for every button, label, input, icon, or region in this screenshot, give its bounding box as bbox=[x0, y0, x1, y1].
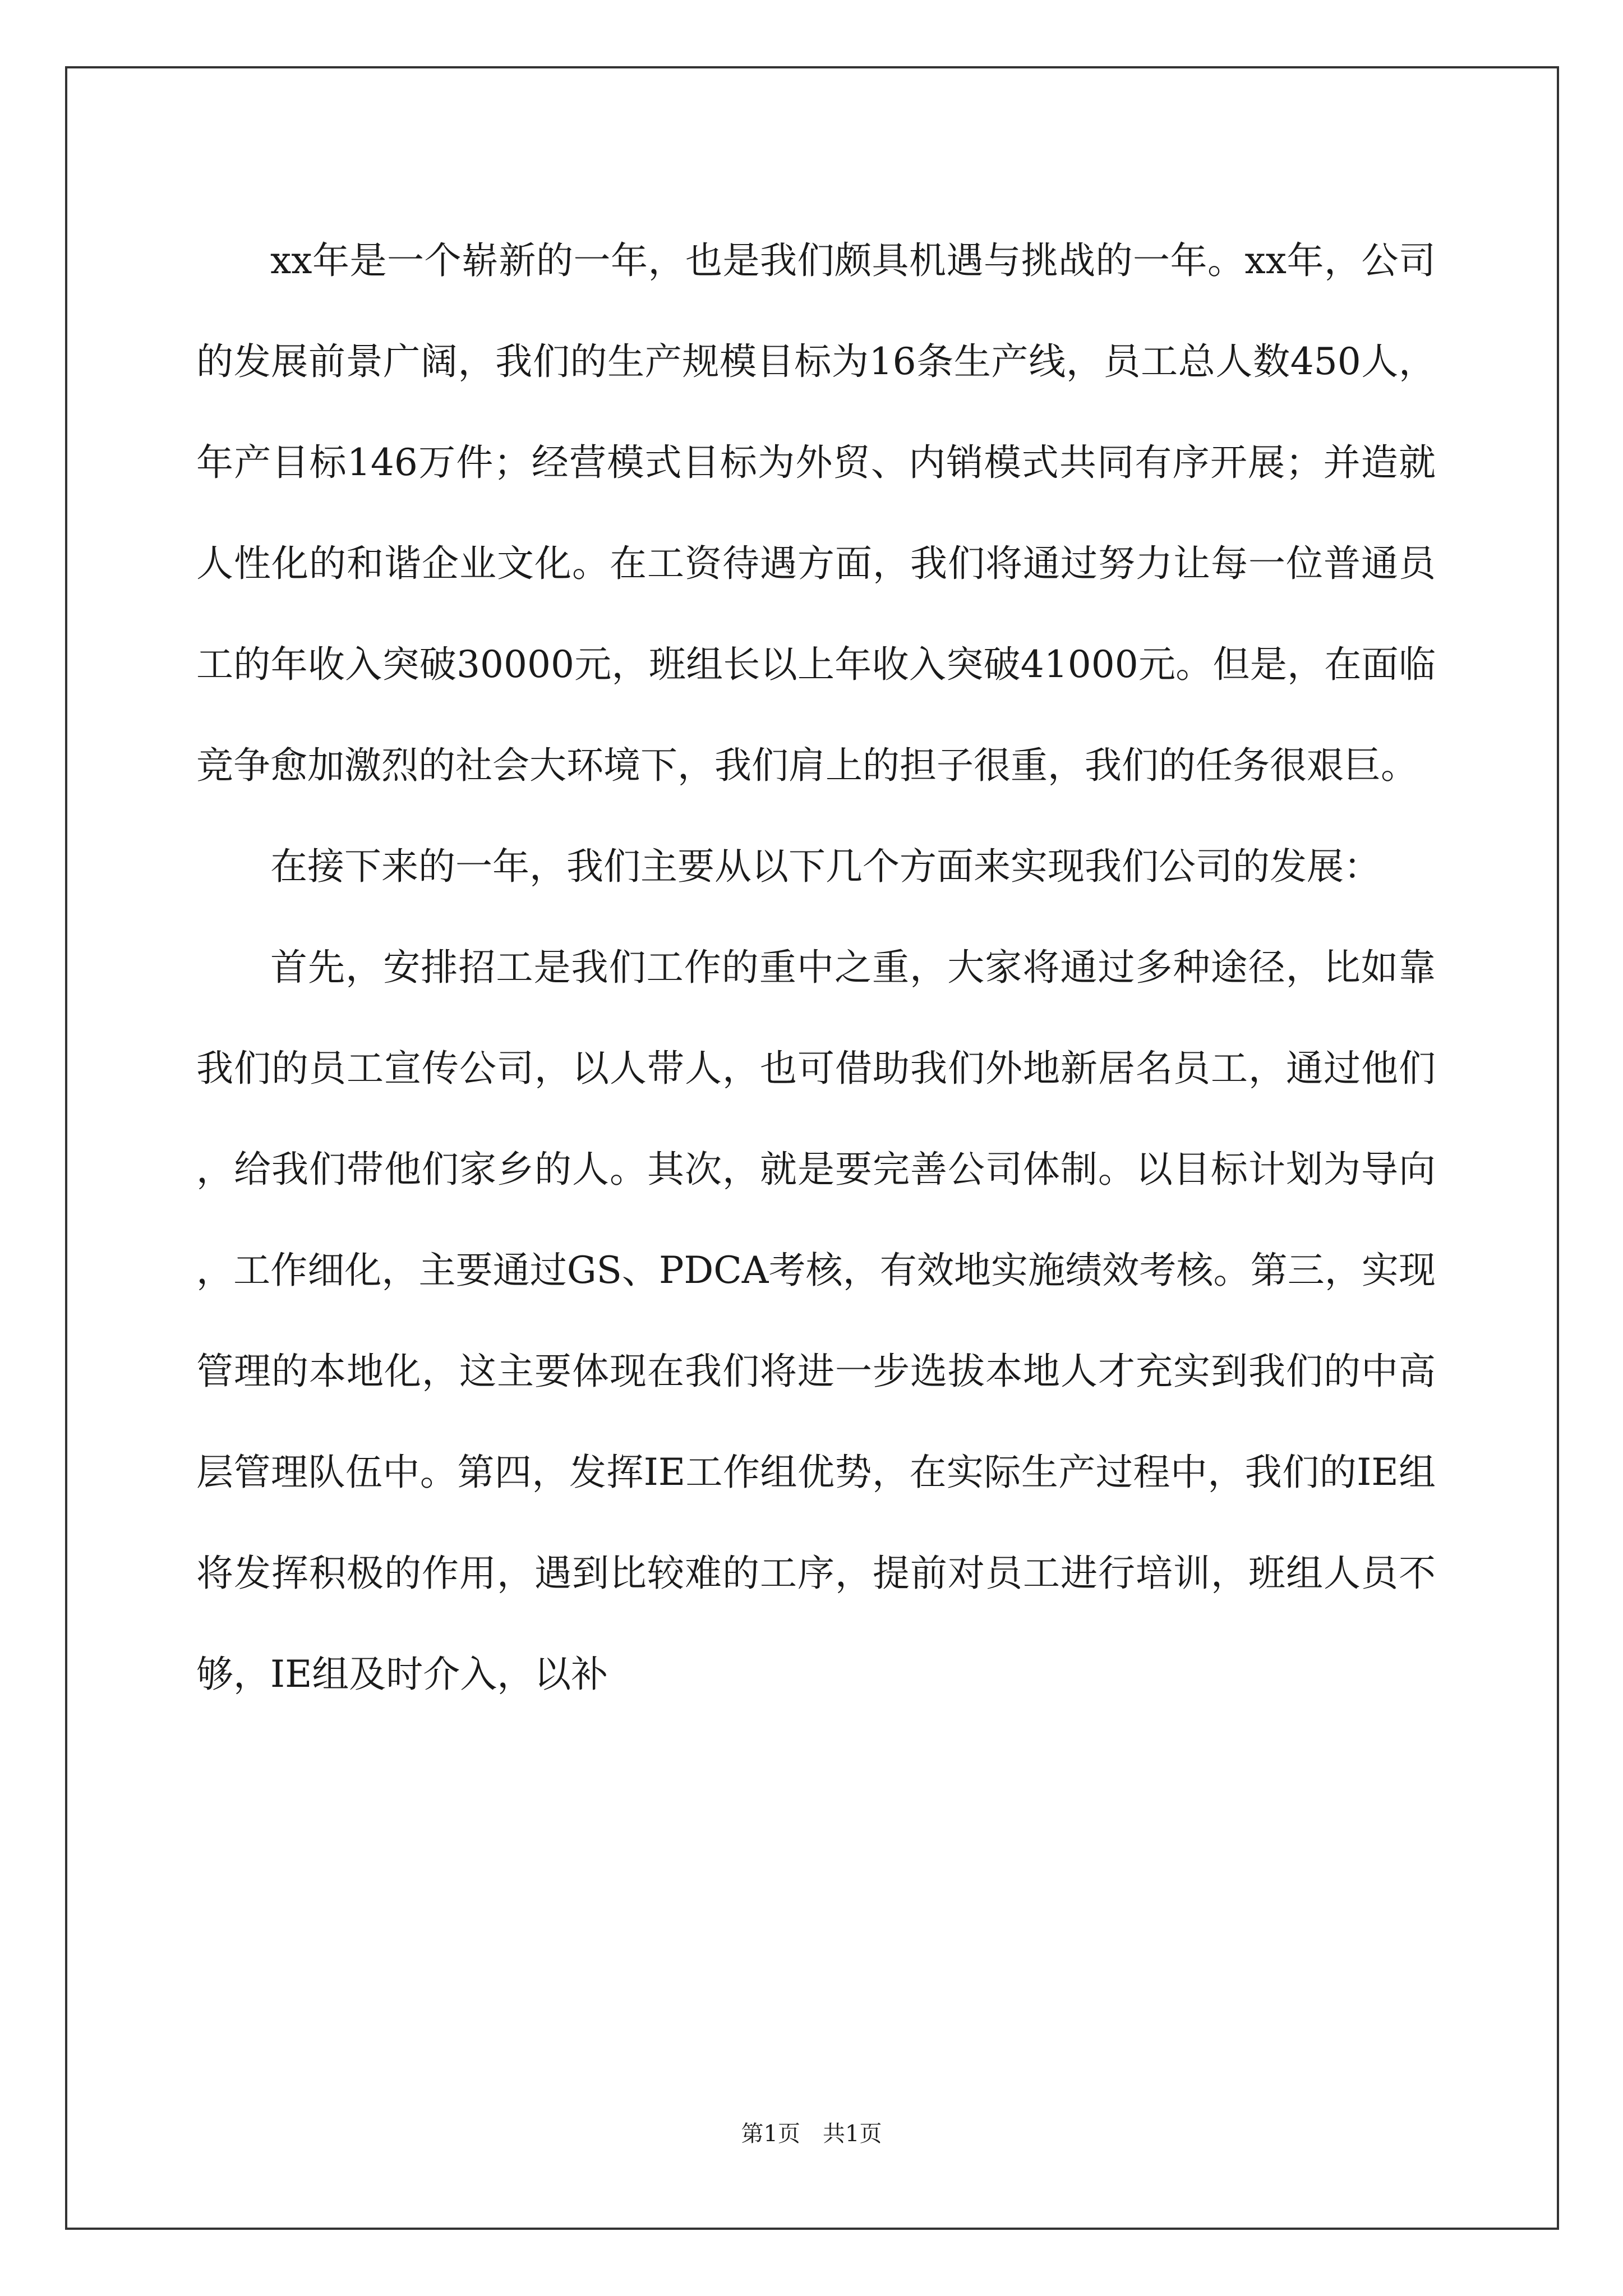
document-body bbox=[196, 210, 1436, 1725]
paragraph-1: xx年是一个崭新的一年，也是我们颇具机遇与挑战的一年。xx年，公司的发展前景广阔，我们的生产规模目标为16条生产线，员工总人数450人，年产目标146万件；经营模式目标为外贸、内销模式共同有序开展；并造就人性化的和谐企业文化。在工资待遇方面，我们将通过努力让每一位普通员工的年收入突破30000元，班组长以上年收入突破41000元。但是，在面临竞争愈加激烈的社会大环境下，我们肩上的担子很重，我们的任务很艰巨。 bbox=[196, 239, 1436, 787]
paragraph-2: 在接下来的一年，我们主要从以下几个方面来实现我们公司的发展： bbox=[270, 845, 1381, 888]
page-number-footer: 第1页 共1页 bbox=[741, 2121, 882, 2147]
paragraph-3: 首先，安排招工是我们工作的重中之重，大家将通过多种途径，比如靠我们的员工宣传公司，以人带人，也可借助我们外地新居名员工，通过他们，给我们带他们家乡的人。其次，就是要完善公司体制。以目标计划为导向，工作细化，主要通过GS、PDCA考核，有效地实施绩效考核。第三，实现管理的本地化，这主要体现在我们将进一步选拔本地人才充实到我们的中高层管理队伍中。第四，发挥IE工作组优势，在实际生产过程中，我们的IE组将发挥积极的作用，遇到比较难的工序，提前对员工进行培训，班组人员不够，IE组及时介入，以补 bbox=[196, 946, 1436, 1696]
